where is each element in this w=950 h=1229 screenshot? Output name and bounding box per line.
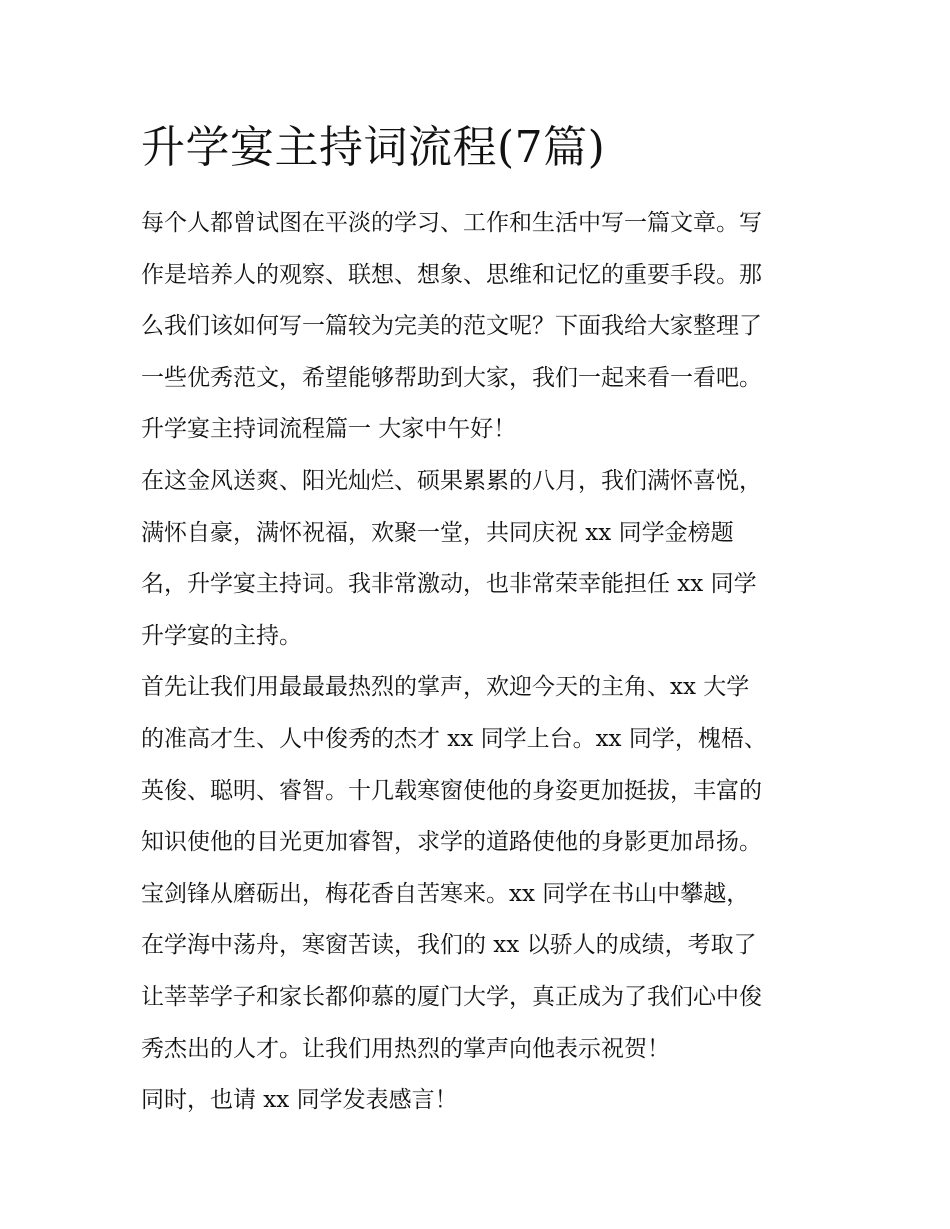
paragraph-introduction-of-student: [141, 662, 813, 1075]
text-line: 知识使他的目光更加睿智，求学的道路使他的身影更加昂扬。: [141, 829, 762, 856]
text-line: 作是培养人的观察、联想、想象、思维和记忆的重要手段。那: [141, 261, 762, 288]
document-page: [141, 118, 813, 1127]
text-line: 同时，也请 xx 同学发表感言！: [141, 1087, 458, 1114]
text-line: 么我们该如何写一篇较为完美的范文呢？下面我给大家整理了: [141, 313, 762, 340]
text-line: 英俊、聪明、睿智。十几载寒窗使他的身姿更加挺拔，丰富的: [141, 777, 762, 804]
paragraph-section-heading: [141, 404, 813, 456]
text-line: 在学海中荡舟，寒窗苦读，我们的 xx 以骄人的成绩，考取了: [141, 932, 757, 959]
text-line: 升学宴主持词流程篇一 大家中午好！: [141, 416, 517, 443]
text-line: 名，升学宴主持词。我非常激动，也非常荣幸能担任 xx 同学: [141, 571, 757, 598]
document-title: 升学宴主持词流程(7篇): [141, 122, 606, 173]
paragraph-opening: [141, 456, 813, 662]
text-line: 在这金风送爽、阳光灿烂、硕果累累的八月，我们满怀喜悦，: [141, 467, 762, 494]
text-line: 一些优秀范文，希望能够帮助到大家，我们一起来看一看吧。: [141, 364, 762, 391]
text-line: 的准高才生、人中俊秀的杰才 xx 同学上台。xx 同学，槐梧、: [141, 725, 767, 752]
text-line: 每个人都曾试图在平淡的学习、工作和生活中写一篇文章。写: [141, 210, 762, 236]
text-line: 让莘莘学子和家长都仰慕的厦门大学，真正成为了我们心中俊: [141, 983, 762, 1010]
text-line: 首先让我们用最最最热烈的掌声，欢迎今天的主角、xx 大学: [141, 674, 750, 701]
text-line: 秀杰出的人才。让我们用热烈的掌声向他表示祝贺！: [141, 1035, 670, 1062]
paragraph-intro: [141, 198, 813, 404]
text-line: 满怀自豪，满怀祝福，欢聚一堂，共同庆祝 xx 同学金榜题: [141, 519, 734, 546]
paragraph-closing: [141, 1075, 813, 1127]
text-line: 升学宴的主持。: [141, 622, 302, 649]
text-line: 宝剑锋从磨砺出，梅花香自苦寒来。xx 同学在书山中攀越，: [141, 880, 750, 907]
